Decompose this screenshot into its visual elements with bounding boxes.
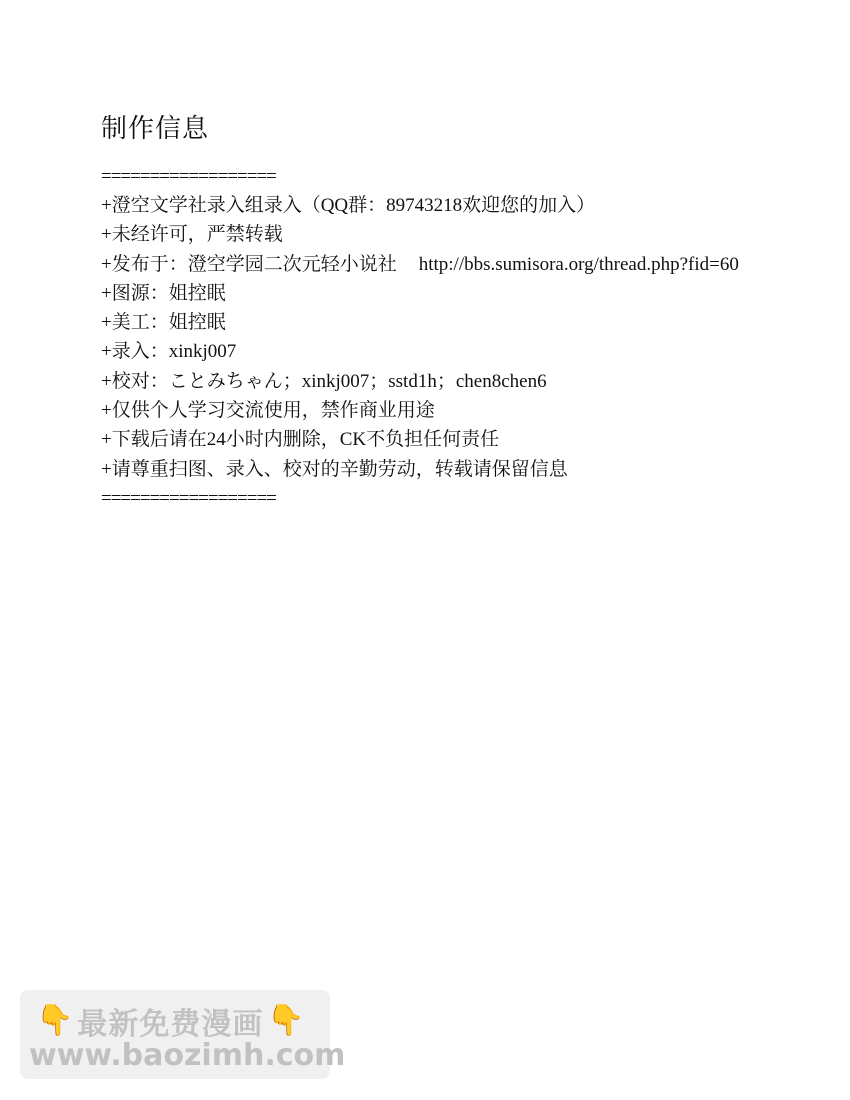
info-line-image-source: +图源：姐控眠 [101, 282, 226, 304]
document-page [101, 110, 761, 513]
publish-prefix: +发布于：澄空学园二次元轻小说社 [101, 253, 397, 275]
info-line-group-source: +澄空文学社录入组录入（QQ群：89743218欢迎您的加入） [101, 195, 596, 216]
page-title: 制作信息 [101, 114, 210, 143]
pointing-down-hand-icon: 👇 [36, 1003, 74, 1038]
info-line-respect: +请尊重扫图、录入、校对的辛勤劳动，转载请保留信息 [101, 458, 568, 480]
watermark-banner[interactable] [20, 990, 346, 1079]
watermark-slogan: 最新免费漫画 [77, 1007, 264, 1042]
watermark-row [36, 1000, 305, 1042]
info-line-art: +美工：姐控眠 [101, 312, 226, 334]
pointing-down-hand-icon: 👇 [267, 1003, 305, 1038]
divider-bottom: ================== [101, 487, 276, 509]
divider-top: ================== [101, 166, 276, 187]
info-line-no-reprint: +未经许可，严禁转载 [101, 224, 283, 246]
publish-url-link[interactable]: http://bbs.sumisora.org/thread.php?fid=60 [418, 253, 739, 275]
info-line-typist: +录入：xinkj007 [101, 341, 237, 363]
info-line-published [101, 250, 761, 279]
info-line-delete-notice: +下载后请在24小时内删除，CK不负担任何责任 [101, 429, 500, 451]
info-line-personal-use: +仅供个人学习交流使用，禁作商业用途 [101, 400, 435, 422]
watermark-url: www.baozimh.com [29, 1038, 346, 1073]
info-line-proofread: +校对：ことみちゃん；xinkj007；sstd1h；chen8chen6 [101, 370, 547, 392]
